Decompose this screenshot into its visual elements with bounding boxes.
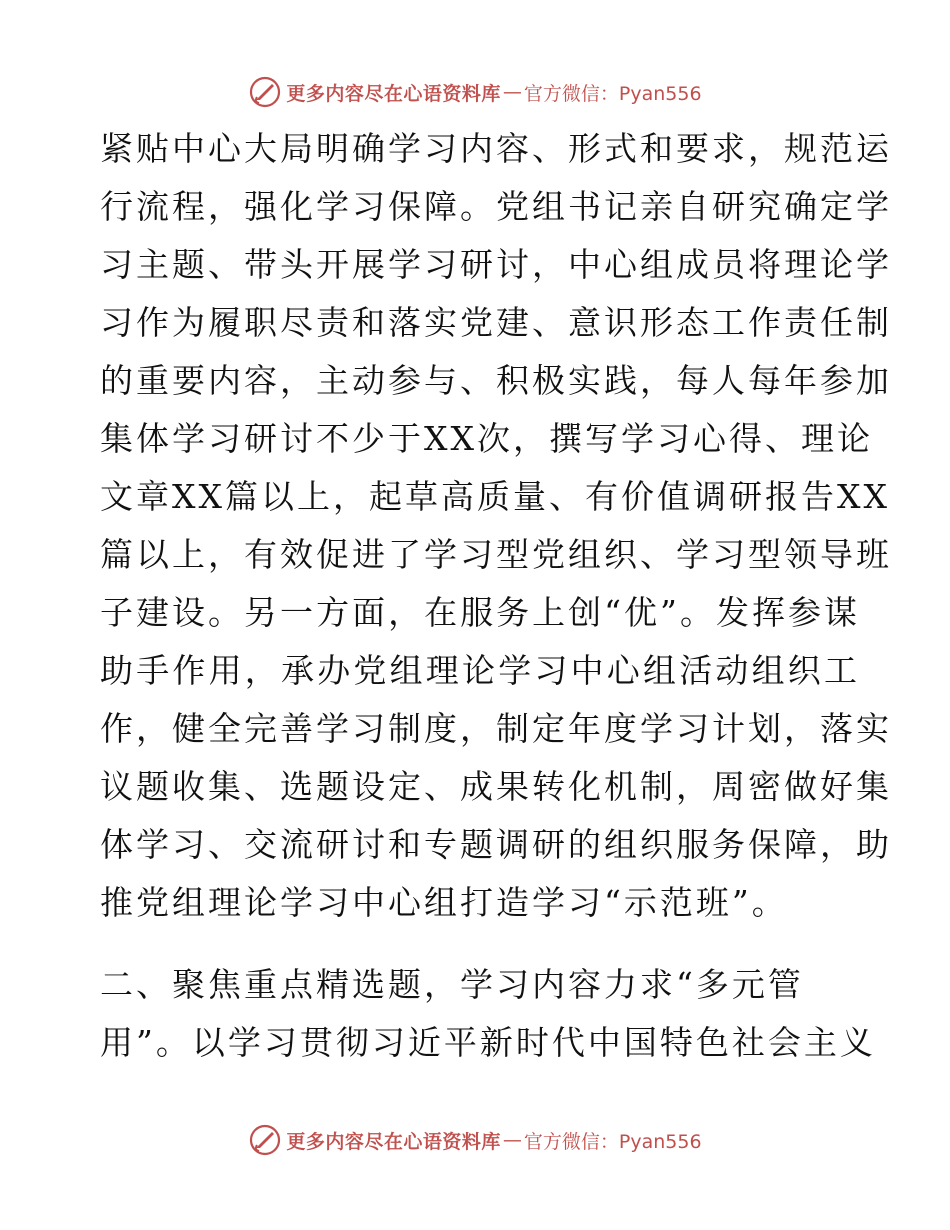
body-line: 作，健全完善学习制度，制定年度学习计划，落实 bbox=[100, 709, 892, 748]
body-line: 用”。以学习贯彻习近平新时代中国特色社会主义 bbox=[100, 1023, 876, 1062]
quill-logo-icon bbox=[248, 75, 282, 109]
body-line: 的重要内容，主动参与、积极实践，每人每年参加 bbox=[100, 361, 892, 400]
banner-separator: — bbox=[502, 81, 522, 103]
site-name: 更多内容尽在心语资料库 bbox=[286, 1130, 501, 1153]
wechat-id: 官方微信：Pyan556 bbox=[523, 1130, 702, 1153]
banner-separator: — bbox=[502, 1129, 522, 1151]
body-line: 行流程，强化学习保障。党组书记亲自研究确定学 bbox=[100, 187, 892, 226]
body-line: 议题收集、选题设定、成果转化机制，周密做好集 bbox=[100, 767, 892, 806]
quill-logo-icon bbox=[248, 1123, 282, 1157]
body-line: 紧贴中心大局明确学习内容、形式和要求，规范运 bbox=[100, 129, 892, 168]
body-line: 推党组理论学习中心组打造学习“示范班”。 bbox=[100, 883, 788, 922]
body-line: 体学习、交流研讨和专题调研的组织服务保障，助 bbox=[100, 825, 892, 864]
body-line: 助手作用，承办党组理论学习中心组活动组织工 bbox=[100, 651, 860, 690]
body-line: 子建设。另一方面，在服务上创“优”。发挥参谋 bbox=[100, 593, 860, 632]
body-line: 集体学习研讨不少于XX次，撰写学习心得、理论 bbox=[100, 419, 873, 458]
body-line: 习作为履职尽责和落实党建、意识形态工作责任制 bbox=[100, 303, 892, 342]
body-line: 习主题、带头开展学习研讨，中心组成员将理论学 bbox=[100, 245, 892, 284]
site-name: 更多内容尽在心语资料库 bbox=[286, 82, 501, 105]
footer-watermark bbox=[0, 1120, 950, 1160]
section-heading-line: 二、聚焦重点精选题，学习内容力求“多元管 bbox=[100, 965, 804, 1004]
header-watermark bbox=[0, 72, 950, 112]
body-line: 篇以上，有效促进了学习型党组织、学习型领导班 bbox=[100, 535, 892, 574]
body-line: 文章XX篇以上，起草高质量、有价值调研报告XX bbox=[100, 477, 890, 516]
wechat-id: 官方微信：Pyan556 bbox=[523, 82, 702, 105]
